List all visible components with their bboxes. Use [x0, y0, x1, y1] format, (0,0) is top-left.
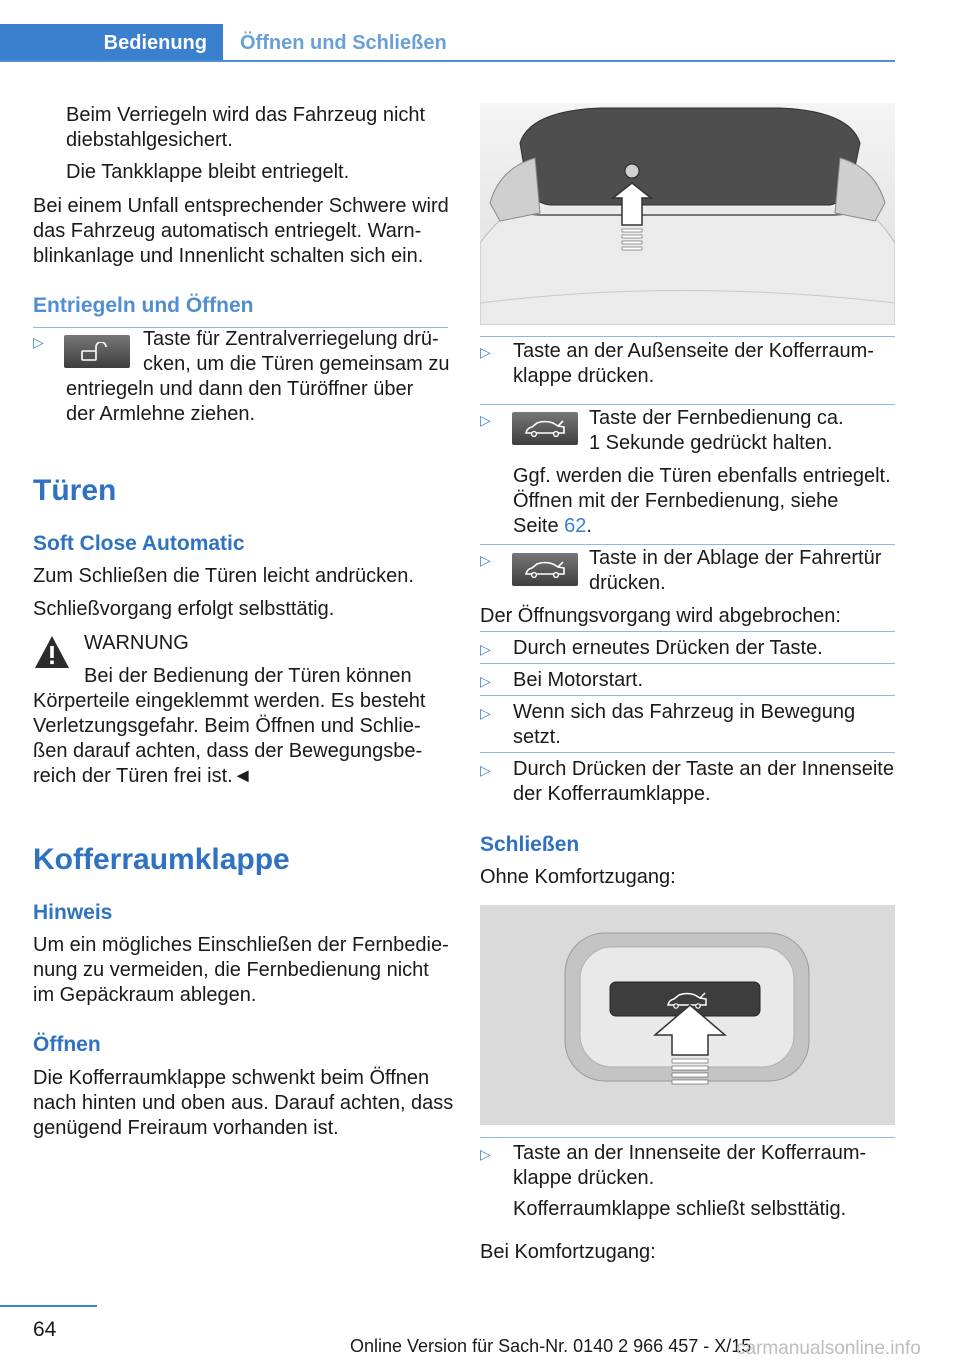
heading-kofferraumklappe: Kofferraumklappe [33, 843, 290, 876]
text-line: im Gepäckraum ablegen. [33, 984, 257, 1006]
text-line: setzt. [513, 726, 561, 748]
car-trunk-button-icon [512, 412, 578, 445]
para-verriegeln [66, 103, 425, 153]
bullet-erneut: Durch erneutes Drücken der Taste. [513, 637, 823, 659]
heading-tueren: Türen [33, 474, 117, 507]
text-line: Ggf. werden die Türen ebenfalls entriegelt. [513, 465, 891, 487]
para-tankklappe: Die Tankklappe bleibt entriegelt. [66, 161, 350, 183]
item-fernbedienung-note [513, 464, 891, 539]
text-line: Bei einem Unfall entsprechender Schwere wird [33, 195, 449, 217]
separator [480, 752, 895, 753]
separator [480, 663, 895, 664]
trunk-exterior-image [480, 103, 895, 325]
text-line: 1 Sekunde gedrückt halten. [589, 432, 833, 454]
bullet-triangle-icon: ▷ [480, 344, 491, 360]
separator [480, 1137, 895, 1138]
item-innentaste [513, 1141, 866, 1191]
car-trunk-button-icon [512, 553, 578, 586]
text-line: das Fahrzeug automatisch entriegelt. Warn- [33, 220, 422, 242]
text-line: diebstahlgesichert. [66, 129, 233, 151]
warning-title: WARNUNG [84, 632, 189, 654]
text-line: Öffnen mit der Fernbedienung, siehe [513, 490, 839, 512]
bullet-triangle-icon: ▷ [480, 762, 491, 778]
para-unfall [33, 194, 449, 269]
heading-schliessen: Schließen [480, 833, 580, 856]
text-line: Um ein mögliches Einschließen der Fernbedie- [33, 934, 449, 956]
watermark: carmanualsonline.info [736, 1338, 921, 1359]
bullet-bewegung [513, 700, 855, 750]
text-line: Verletzungsgefahr. Beim Öffnen und Schlie- [33, 715, 421, 737]
text-line: drücken. [589, 572, 666, 594]
separator [480, 404, 895, 405]
text-line: entriegeln und dann den Türöffner über [66, 378, 414, 400]
unlock-button-icon [64, 335, 130, 368]
bullet-triangle-icon: ▷ [480, 673, 491, 689]
warning-text-first: Bei der Bedienung der Türen können [84, 665, 412, 687]
text-line: Beim Verriegeln wird das Fahrzeug nicht [66, 104, 426, 126]
seite-label: Seite [513, 515, 559, 537]
warning-icon [33, 634, 71, 675]
text-line: reich der Türen frei ist.◄ [33, 765, 253, 787]
text-line: Körperteile eingeklemmt werden. Es besteht [33, 690, 426, 712]
para-soft2: Schließvorgang erfolgt selbsttätig. [33, 598, 335, 620]
separator [480, 631, 895, 632]
bullet-triangle-icon: ▷ [480, 412, 491, 428]
header-tab-bedienung[interactable]: Bedienung [0, 24, 223, 62]
heading-entriegeln: Entriegeln und Öffnen [33, 294, 254, 317]
item-fernbedienung [589, 406, 844, 456]
text-line: Taste in der Ablage der Fahrertür [589, 547, 882, 569]
text-line: ßen darauf achten, dass der Bewegungsbe- [33, 740, 423, 762]
footer-rule [0, 1305, 97, 1307]
page-number: 64 [33, 1318, 57, 1341]
text-line: Durch Drücken der Taste an der Innenseite [513, 758, 894, 780]
heading-hinweis: Hinweis [33, 901, 113, 924]
text-line: klappe drücken. [513, 365, 655, 387]
text-line: Seite 62. [513, 515, 592, 537]
text-line: Die Kofferraumklappe schwenkt beim Öffnen [33, 1067, 430, 1089]
text-line: nung zu vermeiden, die Fernbedienung nicht [33, 959, 429, 981]
bullet-motorstart: Bei Motorstart. [513, 669, 644, 691]
para-ohne-komfort: Ohne Komfortzugang: [480, 866, 676, 888]
text-line: genügend Freiraum vorhanden ist. [33, 1117, 339, 1139]
heading-soft-close: Soft Close Automatic [33, 532, 245, 555]
separator [480, 544, 895, 545]
text-line: Taste an der Innenseite der Kofferraum- [513, 1142, 867, 1164]
item-zentralverriegelung-top [143, 327, 449, 377]
page-link[interactable]: 62 [564, 515, 587, 537]
online-version-note: Online Version für Sach-Nr. 0140 2 966 457 - X/15 [350, 1336, 752, 1356]
bullet-triangle-icon: ▷ [480, 552, 491, 568]
bullet-triangle-icon: ▷ [480, 641, 491, 657]
para-bei-komfort: Bei Komfortzugang: [480, 1241, 656, 1263]
text-line: der Armlehne ziehen. [66, 403, 256, 425]
bullet-innenseite [513, 757, 894, 807]
para-hinweis [33, 933, 449, 1008]
para-abbruch: Der Öffnungsvorgang wird abgebrochen: [480, 605, 841, 627]
text-line: Taste für Zentralverriegelung drü- [143, 328, 439, 350]
trunk-interior-button-image [480, 905, 895, 1125]
bullet-triangle-icon: ▷ [480, 705, 491, 721]
warning-text [33, 689, 425, 789]
text-line: Taste an der Außenseite der Kofferraum- [513, 340, 874, 362]
para-schliesst: Kofferraumklappe schließt selbsttätig. [513, 1198, 847, 1220]
separator [480, 695, 895, 696]
text-line: cken, um die Türen gemeinsam zu [143, 353, 450, 375]
bullet-triangle-icon: ▷ [480, 1146, 491, 1162]
item-fahrertuer [589, 546, 881, 596]
bullet-triangle-icon: ▷ [33, 334, 44, 350]
heading-oeffnen: Öffnen [33, 1033, 101, 1056]
text-line: klappe drücken. [513, 1167, 655, 1189]
text-line: Taste der Fernbedienung ca. [589, 407, 844, 429]
text-line: blinkanlage und Innenlicht schalten sich ein. [33, 245, 424, 267]
separator [480, 336, 895, 337]
item-zentralverriegelung-bottom [66, 377, 413, 427]
text-line: nach hinten und oben aus. Darauf achten, dass [33, 1092, 454, 1114]
para-oeffnen [33, 1066, 453, 1141]
header-tab-oeffnen[interactable]: Öffnen und Schließen [240, 31, 447, 54]
text-line: Wenn sich das Fahrzeug in Bewegung [513, 701, 856, 723]
text-line: der Kofferraumklappe. [513, 783, 711, 805]
para-soft1: Zum Schließen die Türen leicht andrücken. [33, 565, 414, 587]
item-aussentaste [513, 339, 874, 389]
header-rule [0, 60, 895, 62]
